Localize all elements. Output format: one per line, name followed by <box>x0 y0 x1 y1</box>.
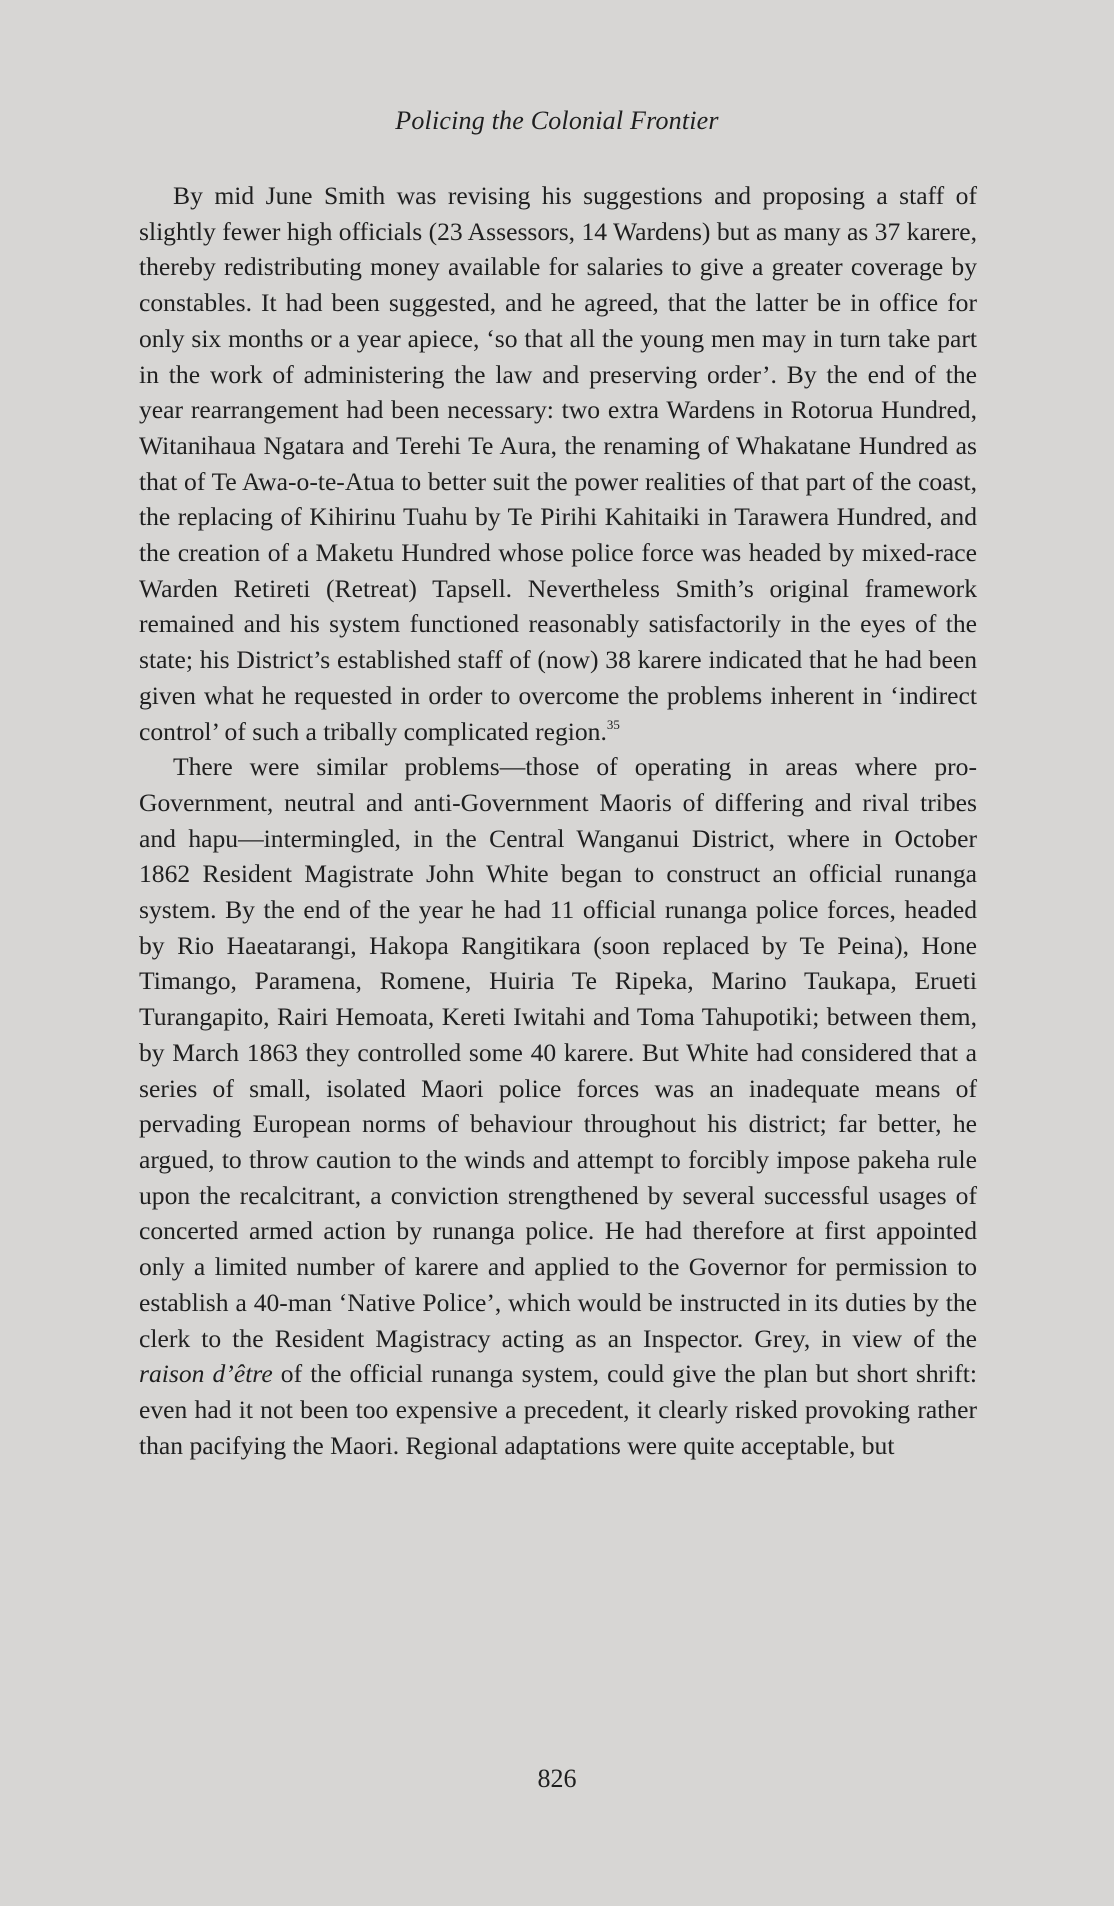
page-number: 826 <box>537 1764 577 1793</box>
paragraph-1 <box>139 178 977 749</box>
paragraph-2-continuation: of the official runanga system, could give the plan but short shrift: even had it not been too expensive a precedent, it clearly risked provoking rather than pacifying the Maori. Regional adaptations were quite acceptable, but <box>139 1359 978 1460</box>
body-text <box>139 178 977 1463</box>
paragraph-1-text: By mid June Smith was revising his suggestions and proposing a staff of slightly fewer high officials (23 Assessors, 14 Wardens) but as many as 37 karere, thereby redistributing money available for salaries to give a greater coverage by constables. It had been suggested, and he agreed, that the latter be in office for only six months or a year apiece, ‘so that all the young men may in turn take part in the work of administering the law and preserving order’. By the end of the year rearrangement had been necessary: two extra Wardens in Rotorua Hundred, Witanihaua Ngatara and Terehi Te Aura, the renaming of Whakatane Hundred as that of Te Awa-o-te-Atua to better suit the power realities of that part of the coast, the replacing of Kihirinu Tuahu by Te Pirihi Kahitaiki in Tarawera Hundred, and the creation of a Maketu Hundred whose police force was headed by mixed-race Warden Retireti (Retreat) Tapsell. Nevertheless Smith’s original framework remained and his system functioned reasonably satisfactorily in the eyes of the state; his District’s established staff of (now) 38 karere indicated that he had been given what he requested in order to overcome the problems inherent in ‘indirect control’ of such a tribally complicated region. <box>139 181 977 746</box>
paragraph-2 <box>139 749 977 1463</box>
italic-phrase: raison d’être <box>139 1359 273 1389</box>
running-head: Policing the Colonial Frontier <box>395 106 719 135</box>
paragraph-2-text: There were similar problems—those of operating in areas where pro-Government, neutral and anti-Government Maoris of differing and rival tribes and hapu—intermingled, in the Central Wanganui District, where in October 1862 Resident Magistrate John White began to construct an official runanga system. By the end of the year he had 11 official runanga police forces, headed by Rio Haeatarangi, Hakopa Rangitikara (soon replaced by Te Peina), Hone Timango, Paramena, Romene, Huiria Te Ripeka, Marino Taukapa, Erueti Turangapito, Rairi Hemoata, Kereti Iwitahi and Toma Tahupotiki; between them, by March 1863 they controlled some 40 karere. But White had considered that a series of small, isolated Maori police forces was an inadequate means of pervading European norms of behaviour throughout his district; far better, he argued, to throw caution to the winds and attempt to forcibly impose pakeha rule upon the recalcitrant, a conviction strengthened by several successful usages of concerted armed action by runanga police. He had therefore at first appointed only a limited number of karere and applied to the Governor for permission to establish a 40-man ‘Native Police’, which would be instructed in its duties by the clerk to the Resident Magistracy acting as an Inspector. Grey, in view of the <box>139 752 977 1353</box>
footnote-reference: 35 <box>606 716 620 732</box>
